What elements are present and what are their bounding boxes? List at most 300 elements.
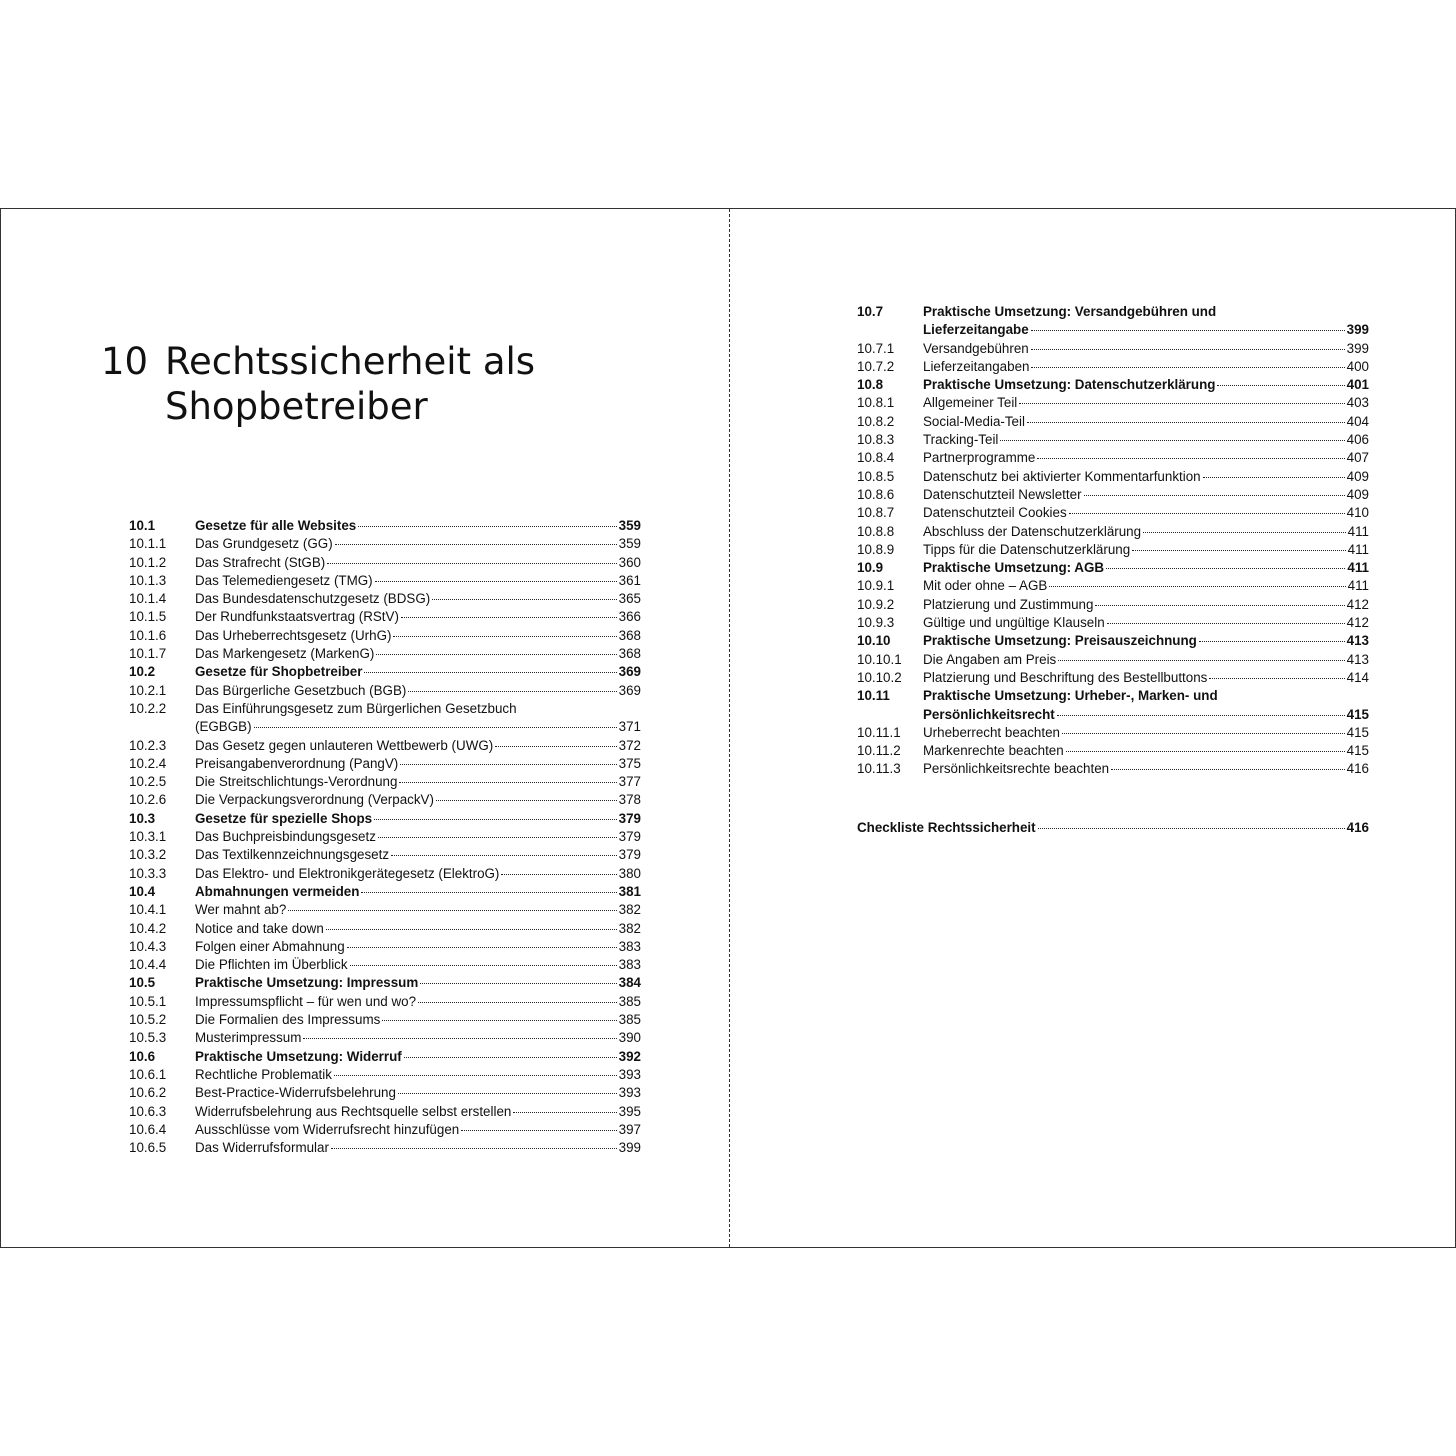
toc-entry[interactable] (857, 614, 1369, 632)
toc-entry-title: Das Textilkennzeichnungsgesetz (195, 847, 390, 863)
toc-entry[interactable] (129, 1066, 641, 1084)
toc-entry-title: Das Markengesetz (MarkenG) (195, 646, 375, 662)
toc-entry-number: 10.1.7 (129, 646, 167, 662)
leader-dots (350, 965, 617, 966)
leader-dots (1057, 715, 1345, 716)
toc-entry-number: 10.8.4 (857, 450, 895, 466)
toc-entry-title: Mit oder ohne – AGB (923, 578, 1048, 594)
leader-dots (1019, 403, 1344, 404)
leader-dots (303, 1038, 616, 1039)
toc-entry-title: Widerrufsbelehrung aus Rechtsquelle selbst erstellen (195, 1103, 512, 1119)
leader-dots (391, 855, 617, 856)
toc-entry[interactable] (129, 901, 641, 919)
leader-dots (288, 910, 616, 911)
leader-dots (327, 563, 616, 564)
chapter-number: 10 (101, 340, 149, 383)
toc-entry-title: Das Strafrecht (StGB) (195, 554, 326, 570)
toc-entry-number: 10.6.1 (129, 1066, 167, 1082)
toc-entry-page: 365 (618, 591, 641, 607)
toc-entry-page: 415 (1346, 706, 1369, 722)
toc-entry-number: 10.3.3 (129, 865, 167, 881)
toc-entry-number: 10.8 (857, 377, 884, 393)
toc-entry-title: Musterimpressum (195, 1030, 302, 1046)
toc-entry-title: Das Buchpreisbindungsgesetz (195, 829, 376, 845)
leader-dots (1132, 550, 1345, 551)
toc-entry-number: 10.2.4 (129, 755, 167, 771)
toc-entry-number: 10.8.1 (857, 395, 895, 411)
toc-entry[interactable] (857, 523, 1369, 541)
leader-dots (347, 947, 617, 948)
toc-entry-title: Wer mahnt ab? (195, 902, 287, 918)
toc-entry-page: 382 (618, 902, 641, 918)
toc-entry-number: 10.2.2 (129, 700, 167, 716)
toc-entry-page: 399 (1346, 340, 1369, 356)
toc-entry[interactable] (857, 413, 1369, 431)
toc-entry-page: 413 (1346, 651, 1369, 667)
toc-entry[interactable] (129, 608, 641, 626)
checklist-entry (857, 819, 1369, 837)
leader-dots (1084, 495, 1345, 496)
toc-entry-title: Das Bundesdatenschutzgesetz (BDSG) (195, 591, 431, 607)
toc-entry-page: 414 (1346, 669, 1369, 685)
toc-entry-title: Praktische Umsetzung: Versandgebühren und (923, 304, 1217, 319)
leader-dots (1031, 349, 1345, 350)
toc-entry-page: 377 (618, 774, 641, 790)
toc-entry[interactable] (857, 742, 1369, 760)
leader-dots (1107, 623, 1345, 624)
toc-entry-number: 10.4.4 (129, 957, 167, 973)
leader-dots (361, 892, 616, 893)
toc-entry[interactable] (857, 394, 1369, 412)
toc-entry-page: 372 (618, 737, 641, 753)
toc-entry-page: 412 (1346, 615, 1369, 631)
chapter-title: Rechtssicherheit als Shopbetreiber (165, 340, 536, 428)
toc-entry[interactable] (857, 449, 1369, 467)
toc-entry-page: 383 (618, 938, 641, 954)
toc-entry-number: 10.5.3 (129, 1030, 167, 1046)
toc-entry-title: (EGBGB) (195, 719, 252, 735)
toc-entry-page: 401 (1346, 377, 1369, 393)
toc-entry[interactable] (857, 819, 1369, 837)
toc-entry-number: 10.1.2 (129, 554, 167, 570)
toc-entry-title: Impressumspflicht – für wen und wo? (195, 993, 417, 1009)
toc-entry-title: Allgemeiner Teil (923, 395, 1018, 411)
toc-entry-page: 415 (1346, 724, 1369, 740)
toc-entry-title: Die Angaben am Preis (923, 651, 1057, 667)
toc-entry-title: Das Elektro- und Elektronikgerätegesetz (ElektroG) (195, 865, 500, 881)
toc-entry-number: 10.1.4 (129, 591, 167, 607)
toc-entry-page: 371 (618, 719, 641, 735)
toc-entry[interactable] (129, 1011, 641, 1029)
leader-dots (1031, 367, 1344, 368)
toc-entry-number: 10.6.3 (129, 1103, 167, 1119)
toc-entry[interactable] (857, 376, 1369, 394)
toc-entry[interactable] (129, 1029, 641, 1047)
toc-entry[interactable] (857, 596, 1369, 614)
toc-entry[interactable] (129, 535, 641, 553)
leader-dots (408, 691, 616, 692)
toc-entry-number: 10.8.7 (857, 505, 895, 521)
toc-entry[interactable] (857, 559, 1369, 577)
toc-entry[interactable] (857, 760, 1369, 778)
toc-entry[interactable] (129, 682, 641, 700)
toc-entry-title: Datenschutzteil Newsletter (923, 486, 1082, 502)
toc-entry-number: 10.5.1 (129, 993, 167, 1009)
toc-entry[interactable] (129, 1048, 641, 1066)
toc-entry-number: 10.11.1 (857, 724, 901, 740)
leader-dots (1106, 568, 1345, 569)
toc-entry-number: 10.3.2 (129, 847, 167, 863)
toc-right-column (857, 303, 1369, 779)
leader-dots (382, 1020, 616, 1021)
toc-entry-number: 10.3 (129, 810, 156, 826)
toc-entry[interactable] (129, 737, 641, 755)
toc-entry[interactable] (129, 865, 641, 883)
toc-entry[interactable] (129, 572, 641, 590)
toc-entry-number: 10.1 (129, 518, 156, 533)
leader-dots (254, 727, 617, 728)
toc-entry-number: 10.9 (857, 560, 884, 576)
toc-entry-title: Das Widerrufsformular (195, 1140, 329, 1156)
toc-entry-page: 397 (618, 1121, 641, 1137)
leader-dots (495, 746, 616, 747)
leader-dots (334, 1075, 617, 1076)
toc-entry-title: Urheberrecht beachten (923, 724, 1060, 740)
toc-entry-page: 415 (1346, 743, 1369, 759)
toc-entry-title: Die Formalien des Impressums (195, 1012, 381, 1028)
toc-entry-title: Gesetze für alle Websites (195, 518, 357, 533)
toc-entry-number: 10.9.3 (857, 615, 895, 631)
toc-entry[interactable] (129, 663, 641, 681)
toc-entry-number: 10.6 (129, 1048, 156, 1064)
toc-entry[interactable] (129, 846, 641, 864)
toc-entry-title: Persönlichkeitsrecht (923, 706, 1055, 722)
toc-entry[interactable] (857, 340, 1369, 358)
leader-dots (513, 1112, 616, 1113)
toc-entry[interactable] (129, 956, 641, 974)
leader-dots (376, 654, 616, 655)
toc-entry-title: Preisangabenverordnung (PangV) (195, 755, 399, 771)
toc-entry-title: Praktische Umsetzung: Impressum (195, 975, 419, 991)
toc-entry-title: Das Grundgesetz (GG) (195, 536, 333, 552)
toc-entry-number: 10.6.2 (129, 1085, 167, 1101)
toc-entry[interactable] (129, 993, 641, 1011)
toc-entry-page: 412 (1346, 596, 1369, 612)
toc-entry-title: Das Einführungsgesetz zum Bürgerlichen Gesetzbuch (195, 700, 517, 716)
toc-entry-title: Abschluss der Datenschutzerklärung (923, 523, 1142, 539)
toc-entry-page: 382 (618, 920, 641, 936)
toc-entry-number: 10.8.2 (857, 413, 895, 429)
toc-entry-number: 10.11.2 (857, 743, 901, 759)
toc-entry-title: Gesetze für Shopbetreiber (195, 664, 363, 680)
leader-dots (1000, 440, 1344, 441)
toc-entry-number: 10.10 (857, 633, 891, 649)
toc-entry-page: 379 (618, 829, 641, 845)
toc-entry-page: 361 (618, 572, 641, 588)
leader-dots (461, 1130, 616, 1131)
toc-entry[interactable] (129, 627, 641, 645)
toc-entry-page: 416 (1346, 761, 1369, 777)
toc-entry-title: Versandgebühren (923, 340, 1029, 356)
leader-dots (326, 929, 617, 930)
toc-entry-number: 10.4.1 (129, 902, 167, 918)
toc-entry-number: 10.10.1 (857, 651, 902, 667)
leader-dots (1027, 422, 1345, 423)
toc-entry-number: 10.8.3 (857, 432, 895, 448)
leader-dots (378, 837, 617, 838)
toc-entry-title: Praktische Umsetzung: Urheber-, Marken- und (923, 688, 1218, 704)
toc-entry-title: Notice and take down (195, 920, 324, 936)
toc-entry-number: 10.2.5 (129, 774, 167, 790)
leader-dots (1143, 532, 1346, 533)
toc-entry-page: 368 (618, 646, 641, 662)
toc-entry[interactable] (129, 920, 641, 938)
toc-entry[interactable] (857, 632, 1369, 650)
toc-entry-title: Folgen einer Abmahnung (195, 938, 345, 954)
leader-dots (1111, 769, 1345, 770)
leader-dots (1037, 458, 1344, 459)
leader-dots (1058, 660, 1344, 661)
toc-entry-number: 10.1.6 (129, 627, 167, 643)
leader-dots (398, 1093, 617, 1094)
toc-entry[interactable] (857, 687, 1369, 724)
toc-entry-page: 375 (618, 755, 641, 771)
toc-entry-title: Tracking-Teil (923, 432, 999, 448)
toc-entry-title: Social-Media-Teil (923, 413, 1025, 429)
toc-entry-page: 360 (618, 554, 641, 570)
leader-dots (1038, 828, 1345, 829)
leader-dots (418, 1002, 617, 1003)
toc-entry-number: 10.2 (129, 664, 156, 680)
toc-entry-page: 416 (1346, 820, 1369, 835)
toc-entry-page: 369 (618, 682, 641, 698)
toc-entry-page: 409 (1346, 468, 1369, 484)
toc-entry-page: 366 (618, 609, 641, 625)
toc-entry-number: 10.8.6 (857, 486, 895, 502)
toc-entry-number: 10.2.6 (129, 792, 167, 808)
toc-entry[interactable] (857, 468, 1369, 486)
leader-dots (1069, 513, 1345, 514)
toc-entry-page: 369 (618, 664, 641, 680)
toc-entry[interactable] (129, 938, 641, 956)
toc-entry-number: 10.5 (129, 975, 156, 991)
toc-entry-number: 10.11 (857, 688, 890, 704)
toc-entry[interactable] (129, 773, 641, 791)
toc-entry-page: 378 (618, 792, 641, 808)
leader-dots (1209, 678, 1344, 679)
toc-entry[interactable] (129, 974, 641, 992)
chapter-heading (101, 339, 565, 429)
toc-entry-title: Gesetze für spezielle Shops (195, 810, 373, 826)
toc-entry-title: Das Telemediengesetz (TMG) (195, 572, 373, 588)
toc-entry[interactable] (129, 517, 641, 535)
toc-entry-page: 359 (618, 536, 641, 552)
toc-entry-title: Datenschutz bei aktivierter Kommentarfunktion (923, 468, 1201, 484)
toc-entry-page: 379 (618, 810, 641, 826)
toc-entry[interactable] (857, 651, 1369, 669)
toc-entry-page: 385 (618, 1012, 641, 1028)
toc-entry[interactable] (129, 645, 641, 663)
toc-entry[interactable] (857, 669, 1369, 687)
toc-entry-number: 10.1.3 (129, 572, 167, 588)
toc-entry-title: Die Pflichten im Überblick (195, 957, 348, 973)
toc-entry-page: 381 (618, 883, 641, 899)
toc-entry[interactable] (857, 724, 1369, 742)
toc-entry-number: 10.1.1 (129, 536, 167, 552)
toc-entry-title: Lieferzeitangabe (923, 322, 1029, 338)
toc-entry-page: 368 (618, 627, 641, 643)
leader-dots (436, 800, 617, 801)
toc-left-column (129, 517, 641, 1157)
toc-entry-number: 10.7 (857, 304, 884, 319)
toc-entry-title: Das Gesetz gegen unlauteren Wettbewerb (UWG) (195, 737, 494, 753)
toc-entry-title: Checkliste Rechtssicherheit (857, 820, 1036, 835)
toc-entry-title: Datenschutzteil Cookies (923, 505, 1067, 521)
toc-entry-page: 407 (1346, 450, 1369, 466)
toc-entry-page: 383 (618, 957, 641, 973)
toc-entry-page: 392 (618, 1048, 641, 1064)
toc-entry-page: 413 (1346, 633, 1369, 649)
toc-entry-number: 10.9.2 (857, 596, 895, 612)
toc-entry[interactable] (857, 431, 1369, 449)
toc-entry-page: 400 (1346, 358, 1369, 374)
toc-entry-page: 403 (1346, 395, 1369, 411)
toc-entry-page: 380 (618, 865, 641, 881)
toc-entry-page: 395 (618, 1103, 641, 1119)
toc-entry-page: 409 (1346, 486, 1369, 502)
toc-entry[interactable] (857, 358, 1369, 376)
toc-entry-number: 10.9.1 (857, 578, 895, 594)
leader-dots (393, 636, 616, 637)
leader-dots (375, 581, 617, 582)
leader-dots (1203, 477, 1345, 478)
toc-entry[interactable] (129, 1121, 641, 1139)
toc-entry-number: 10.7.2 (857, 358, 895, 374)
leader-dots (1199, 641, 1345, 642)
toc-entry-page: 359 (618, 518, 641, 533)
toc-entry[interactable] (129, 755, 641, 773)
toc-entry[interactable] (129, 1103, 641, 1121)
leader-dots (364, 672, 616, 673)
toc-entry[interactable] (857, 303, 1369, 340)
toc-entry-page: 384 (618, 975, 641, 991)
leader-dots (1049, 586, 1345, 587)
toc-entry-title: Platzierung und Zustimmung (923, 596, 1094, 612)
leader-dots (401, 617, 617, 618)
toc-entry-title: Praktische Umsetzung: Preisauszeichnung (923, 633, 1197, 649)
page-fold-line (729, 209, 730, 1247)
toc-entry-page: 411 (1347, 560, 1369, 576)
toc-entry-page: 406 (1346, 432, 1369, 448)
toc-entry-title: Partnerprogramme (923, 450, 1036, 466)
toc-entry-page: 404 (1346, 413, 1369, 429)
leader-dots (501, 874, 616, 875)
toc-entry-number: 10.8.9 (857, 541, 895, 557)
toc-entry-title: Die Verpackungsverordnung (VerpackV) (195, 792, 434, 808)
toc-entry[interactable] (129, 590, 641, 608)
toc-entry-title: Tipps für die Datenschutzerklärung (923, 541, 1131, 557)
toc-entry-number: 10.5.2 (129, 1012, 167, 1028)
toc-entry-page: 379 (618, 847, 641, 863)
toc-entry-title: Das Urheberrechtsgesetz (UrhG) (195, 627, 392, 643)
toc-entry-title: Die Streitschlichtungs-Verordnung (195, 774, 398, 790)
toc-entry[interactable] (857, 577, 1369, 595)
toc-entry-title: Das Bürgerliche Gesetzbuch (BGB) (195, 682, 407, 698)
toc-entry-number: 10.7.1 (857, 340, 895, 356)
toc-entry-title: Persönlichkeitsrechte beachten (923, 761, 1110, 777)
toc-entry-title: Rechtliche Problematik (195, 1066, 332, 1082)
toc-entry-title: Praktische Umsetzung: Widerruf (195, 1048, 402, 1064)
toc-entry-number: 10.8.8 (857, 523, 895, 539)
leader-dots (399, 782, 616, 783)
toc-entry-number: 10.4.2 (129, 920, 167, 936)
leader-dots (335, 544, 617, 545)
toc-entry[interactable] (857, 541, 1369, 559)
toc-entry-number: 10.4.3 (129, 938, 167, 954)
toc-entry-number: 10.3.1 (129, 829, 167, 845)
leader-dots (432, 599, 616, 600)
toc-entry-title: Platzierung und Beschriftung des Bestellbuttons (923, 669, 1208, 685)
toc-entry-page: 385 (618, 993, 641, 1009)
toc-entry-title: Abmahnungen vermeiden (195, 883, 360, 899)
toc-entry-number: 10.2.1 (129, 682, 167, 698)
toc-entry[interactable] (129, 1084, 641, 1102)
toc-entry-title: Lieferzeitangaben (923, 358, 1030, 374)
toc-entry-title: Ausschlüsse vom Widerrufsrecht hinzufügen (195, 1121, 460, 1137)
toc-entry[interactable] (129, 791, 641, 809)
toc-entry-title: Markenrechte beachten (923, 743, 1064, 759)
toc-entry-page: 411 (1347, 578, 1369, 594)
leader-dots (374, 819, 617, 820)
toc-entry-number: 10.6.4 (129, 1121, 167, 1137)
toc-entry-title: Praktische Umsetzung: AGB (923, 560, 1105, 576)
toc-entry-number: 10.6.5 (129, 1140, 167, 1156)
leader-dots (1031, 330, 1345, 331)
toc-entry[interactable] (129, 554, 641, 572)
toc-entry-number: 10.8.5 (857, 468, 895, 484)
toc-entry-page: 399 (618, 1140, 641, 1156)
leader-dots (420, 983, 616, 984)
toc-entry[interactable] (857, 504, 1369, 522)
toc-entry-number: 10.11.3 (857, 761, 901, 777)
leader-dots (1066, 751, 1345, 752)
leader-dots (1062, 733, 1345, 734)
toc-entry[interactable] (129, 1139, 641, 1157)
toc-entry-title: Praktische Umsetzung: Datenschutzerklärung (923, 377, 1216, 393)
toc-entry[interactable] (129, 828, 641, 846)
toc-entry-page: 411 (1347, 541, 1369, 557)
leader-dots (1095, 605, 1344, 606)
toc-entry[interactable] (857, 486, 1369, 504)
toc-entry-number: 10.4 (129, 883, 156, 899)
toc-entry-title: Best-Practice-Widerrufsbelehrung (195, 1085, 396, 1101)
toc-entry-page: 399 (1346, 322, 1369, 338)
toc-entry-number: 10.10.2 (857, 669, 902, 685)
toc-entry-number: 10.2.3 (129, 737, 167, 753)
toc-entry[interactable] (129, 883, 641, 901)
toc-entry[interactable] (129, 810, 641, 828)
toc-entry-page: 390 (618, 1030, 641, 1046)
toc-entry-page: 411 (1347, 523, 1369, 539)
toc-entry-page: 393 (618, 1066, 641, 1082)
toc-entry-page: 393 (618, 1085, 641, 1101)
leader-dots (400, 764, 616, 765)
book-spread (0, 208, 1456, 1248)
toc-entry[interactable] (129, 700, 641, 737)
toc-entry-title: Der Rundfunkstaatsvertrag (RStV) (195, 609, 399, 625)
leader-dots (1217, 385, 1344, 386)
toc-entry-number: 10.1.5 (129, 609, 167, 625)
